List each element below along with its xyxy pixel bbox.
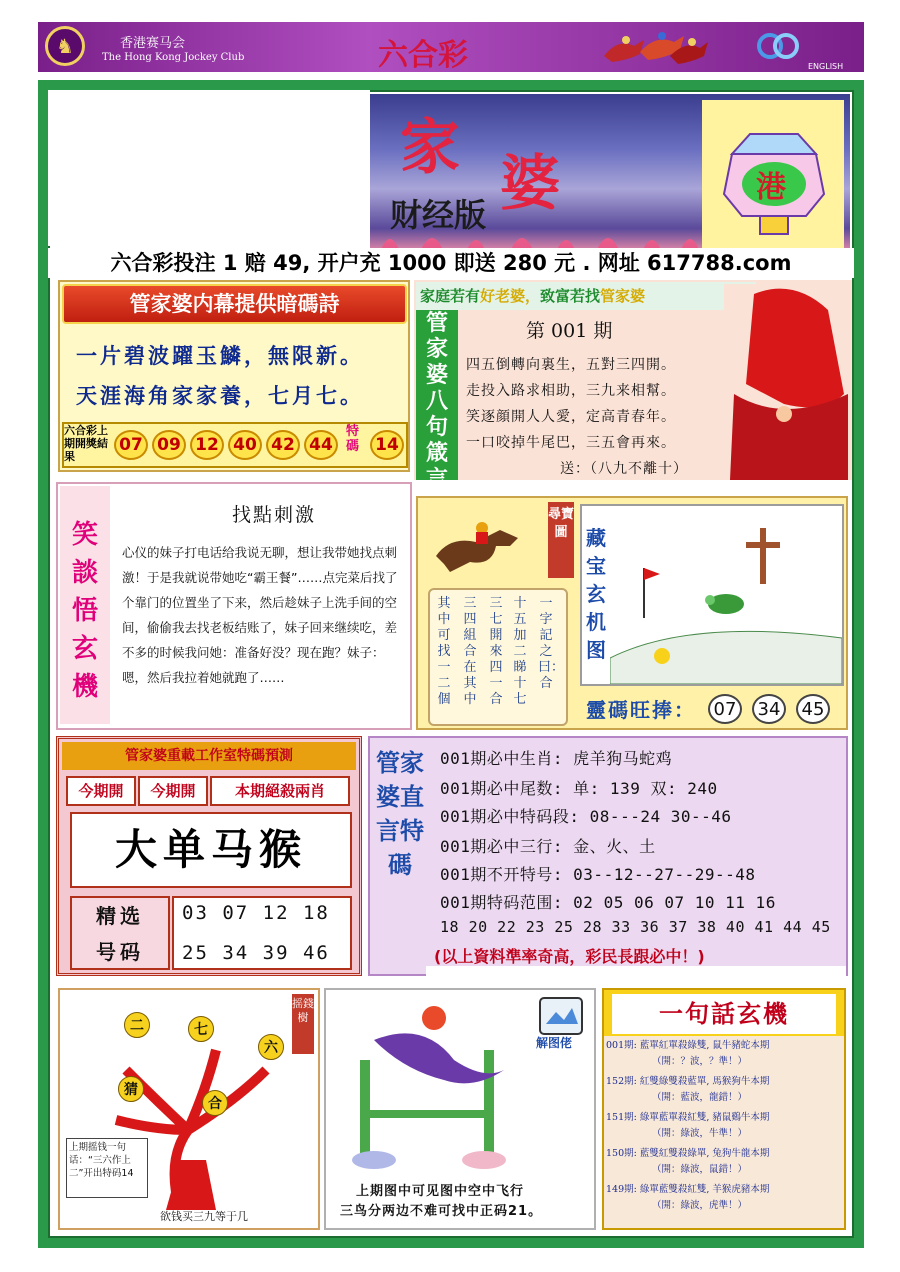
prediction-vertical-title: 管家婆直言特碼 [372, 740, 428, 972]
eight-line: 送：（八九不離十） [560, 461, 688, 477]
tree-ball: 猜 [118, 1076, 144, 1102]
issue-number: 第 001 期 [526, 320, 613, 342]
result-ball: 42 [266, 430, 300, 460]
special-prediction-header: 管家婆重載工作室特碼預測 [62, 742, 356, 770]
tree-ball: 六 [258, 1034, 284, 1060]
prediction-footer: (以上資料準率奇高，彩民長跟必中！) [434, 947, 705, 966]
jockey-horse-icon [430, 516, 526, 576]
solve-picture-label: 解图佬 [536, 1036, 573, 1050]
treasure-map-label: 尋寶圖 [548, 502, 574, 578]
current-label-1: 今期開 [66, 776, 136, 806]
scroll-column: 十五加二睇十七 [513, 596, 527, 707]
special-label: 特碼 [346, 424, 360, 454]
joke-vertical-title: 笑談悟玄機 [60, 486, 110, 724]
tree-ball: 七 [188, 1016, 214, 1042]
hkjc-logo-icon[interactable]: ♞ [45, 26, 85, 66]
scroll-column: 三七開來四一合 [489, 596, 503, 707]
one-sentence-result: （開：綠波，虎準！） [652, 1200, 748, 1211]
money-tree-caption: 欲钱买三九等于几 [160, 1210, 248, 1223]
banner-title-char-1: 家 [400, 113, 460, 183]
prediction-line: 001期必中特码段: 08---24 30--46 [440, 807, 732, 826]
selected-numbers-row: 03 07 12 18 [182, 902, 330, 924]
scroll-column: 三四組合在其中 [463, 596, 477, 707]
bride-image [724, 284, 850, 480]
result-ball: 44 [304, 430, 338, 460]
club-name-en: The Hong Kong Jockey Club [102, 52, 245, 63]
bird-bamboo-image [334, 1000, 534, 1170]
eight-line-header: 家庭若有好老婆，致富若找管家婆 [416, 282, 756, 310]
selected-numbers-label: 精选 号码 [70, 896, 170, 970]
racing-horses-icon [600, 26, 710, 70]
tree-ball: 二 [124, 1012, 150, 1038]
one-sentence-result: （開：？波，？準！） [652, 1056, 748, 1067]
one-sentence-result: （開：藍波，龍錯！） [652, 1092, 748, 1103]
one-sentence-result: （開：綠波，鼠錯！） [652, 1164, 748, 1175]
special-ball: 14 [370, 430, 404, 460]
poem-line-1: 一片碧波躍玉鱗，無限新。 [76, 343, 364, 368]
eight-line: 一口咬掉牛尾巴，三五會再來。 [466, 435, 676, 451]
one-sentence-line: 150期: 藍雙紅雙殺綠單, 兔狗牛龍本期 [606, 1148, 770, 1159]
eight-line: 走投入路求相助，三九来相幫。 [466, 383, 676, 399]
result-ball: 12 [190, 430, 224, 460]
blank-panel [48, 90, 370, 246]
lantern-char: 港 [756, 170, 786, 205]
promo-banner[interactable]: 六合彩投注 1 赔 49, 开户充 1000 即送 280 元 . 网址 617788.com [48, 248, 854, 278]
prediction-line: 001期必中生肖: 虎羊狗马蛇鸡 [440, 749, 673, 768]
banner-title-char-2: 婆 [500, 149, 560, 219]
lingma-number: 07 [708, 694, 742, 724]
big-prediction-text: 大单马猴 [70, 812, 352, 888]
treasure-landscape-image [610, 508, 842, 684]
lingma-label: 靈碼旺捧： [586, 698, 696, 722]
current-label-2: 今期開 [138, 776, 208, 806]
tree-ball: 合 [202, 1090, 228, 1116]
money-tree-note: 上期摇钱一句话：“三六作上二”开出特码14 [66, 1138, 148, 1198]
selected-numbers-row: 25 34 39 46 [182, 942, 330, 964]
eight-line: 四五倒轉向裏生，五對三四開。 [466, 357, 676, 373]
joke-title: 找點刺激 [232, 504, 317, 526]
brand-rings-icon[interactable] [752, 32, 804, 60]
english-link[interactable]: ENGLISH [808, 62, 844, 71]
prediction-line: 001期不开特号: 03--12--27--29--48 [440, 865, 756, 884]
prediction-line: 001期必中尾数: 单: 139 双: 240 [440, 779, 718, 798]
result-ball: 40 [228, 430, 262, 460]
club-name-cn: 香港赛马会 [120, 36, 186, 51]
one-sentence-line: 151期: 綠單藍單殺紅雙, 豬鼠鷄牛本期 [606, 1112, 770, 1123]
last-result-label: 六合彩上期開獎結果 [64, 424, 108, 463]
riddle-caption-1: 上期图中可见图中空中飞行 [356, 1184, 525, 1199]
money-tree-label: 摇錢樹 [292, 994, 314, 1054]
one-sentence-line: 152期: 紅雙綠雙殺藍單, 馬猴狗牛本期 [606, 1076, 770, 1087]
prediction-line: 001期必中三行: 金、火、土 [440, 837, 656, 856]
one-sentence-title: 一句話玄機 [612, 994, 836, 1034]
result-ball: 07 [114, 430, 148, 460]
riddle-caption-2: 三鸟分两边不难可找中正码21。 [340, 1204, 543, 1219]
eight-line-vertical-title: 管家婆八句箴言 [416, 310, 458, 480]
poem-line-2: 天涯海角家家養，七月七。 [76, 383, 364, 408]
blank-strip [426, 966, 846, 982]
banner-subtitle: 财经版 [390, 196, 487, 234]
one-sentence-result: （開：綠波，牛準！） [652, 1128, 748, 1139]
treasure-picture-label: 藏宝玄机图 [586, 526, 606, 662]
one-sentence-line: 149期: 綠單藍雙殺紅雙, 羊猴虎豬本期 [606, 1184, 770, 1195]
lingma-number: 45 [796, 694, 830, 724]
prediction-line: 18 20 22 23 25 28 33 36 37 38 40 41 44 45 [440, 918, 831, 936]
result-ball: 09 [152, 430, 186, 460]
poem-title: 管家婆内幕提供暗碼詩 [62, 284, 407, 324]
one-sentence-line: 001期: 藍單紅單殺綠雙, 鼠牛豬蛇本期 [606, 1040, 770, 1051]
prediction-line: 001期特码范围: 02 05 06 07 10 11 16 [440, 893, 776, 912]
lottery-title: 六合彩 [378, 38, 468, 73]
scroll-column: 其中可找一二個 [437, 596, 451, 707]
lingma-number: 34 [752, 694, 786, 724]
scroll-title: 一字記之曰：合 [538, 596, 565, 691]
eight-line: 笑逐顔開人人愛，定高青春年。 [466, 409, 676, 425]
joke-body: 心仪的妹子打电话给我说无聊，想让我带她找点刺激！于是我就说带她吃“霸王餐”……点完菜后找了个靠门的位置坐了下来，然后趁妹子上洗手间的空间，偷偷我去找老板结账了，妹子回来继续吃，差不多的时候我问她：准备好没？现在跑？妹子：嗯，然后我拉着她就跑了…… [122, 545, 398, 685]
kill-label: 本期絕殺兩肖 [210, 776, 350, 806]
